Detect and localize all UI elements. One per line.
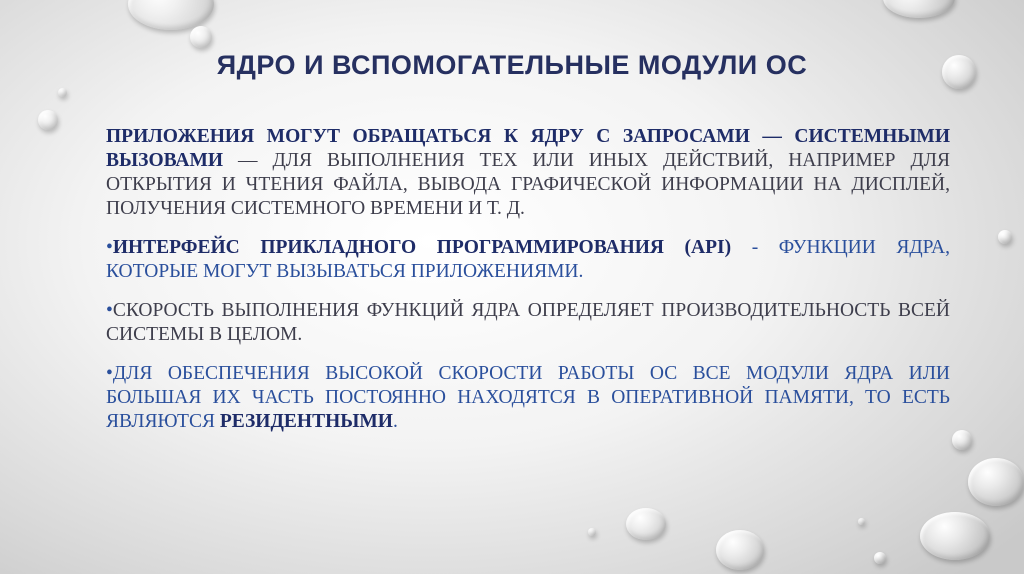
water-drop-decoration [968, 458, 1024, 506]
water-drop-decoration [874, 552, 886, 564]
water-drop-decoration [58, 88, 67, 97]
paragraph-text: - ФУНКЦИИ ЯДРА, КОТОРЫЕ МОГУТ ВЫЗЫВАТЬСЯ ПРИЛОЖЕНИЯМИ. [106, 237, 950, 282]
paragraph-text: ДЛЯ ОБЕСПЕЧЕНИЯ ВЫСОКОЙ СКОРОСТИ РАБОТЫ ОС ВСЕ МОДУЛИ ЯДРА ИЛИ БОЛЬШАЯ ИХ ЧАСТЬ ПОСТОЯННО НАХОДЯТСЯ В ОПЕРАТИВНОЙ ПАМЯТИ, ТО ЕСТЬ ЯВЛЯЮТСЯ [106, 363, 950, 432]
water-drop-decoration [716, 530, 764, 570]
paragraph-end-text: . [392, 411, 398, 432]
water-drop-decoration [952, 430, 972, 450]
paragraph-bold-text: РЕЗИДЕНТНЫМИ [219, 411, 393, 432]
water-drop-decoration [588, 528, 596, 536]
bullet-marker: • [106, 363, 113, 384]
slide-body [106, 125, 950, 449]
paragraph-text: СКОРОСТЬ ВЫПОЛНЕНИЯ ФУНКЦИЙ ЯДРА ОПРЕДЕЛЯЕТ ПРОИЗВОДИТЕЛЬНОСТЬ ВСЕЙ СИСТЕМЫ В ЦЕЛОМ. [106, 300, 950, 345]
water-drop-decoration [858, 518, 865, 525]
paragraph-resident-modules [106, 362, 950, 434]
paragraph-system-calls [106, 125, 950, 221]
paragraph-bold-text: ПРИЛОЖЕНИЯ МОГУТ ОБРАЩАТЬСЯ К ЯДРУ С ЗАПРОСАМИ — СИСТЕМНЫМИ ВЫЗОВАМИ [106, 126, 950, 171]
water-drop-decoration [998, 230, 1012, 244]
paragraph-bold-text: ИНТЕРФЕЙС ПРИКЛАДНОГО ПРОГРАММИРОВАНИЯ (API) [112, 237, 732, 258]
paragraph-performance [106, 299, 950, 347]
water-drop-decoration [190, 26, 212, 48]
paragraph-api [106, 236, 950, 284]
paragraph-text: — ДЛЯ ВЫПОЛНЕНИЯ ТЕХ ИЛИ ИНЫХ ДЕЙСТВИЙ, НАПРИМЕР ДЛЯ ОТКРЫТИЯ И ЧТЕНИЯ ФАЙЛА, ВЫВОДА ГРАФИЧЕСКОЙ ИНФОРМАЦИИ НА ДИСПЛЕЙ, ПОЛУЧЕНИЯ СИСТЕМНОГО ВРЕМЕНИ И Т. Д. [106, 150, 950, 219]
water-drop-decoration [920, 512, 990, 560]
water-drop-decoration [38, 110, 58, 130]
bullet-marker: • [106, 237, 113, 258]
water-drop-decoration [626, 508, 666, 540]
water-drop-decoration [883, 0, 955, 18]
bullet-marker: • [106, 300, 113, 321]
slide-title: ЯДРО И ВСПОМОГАТЕЛЬНЫЕ МОДУЛИ ОС [216, 50, 808, 80]
